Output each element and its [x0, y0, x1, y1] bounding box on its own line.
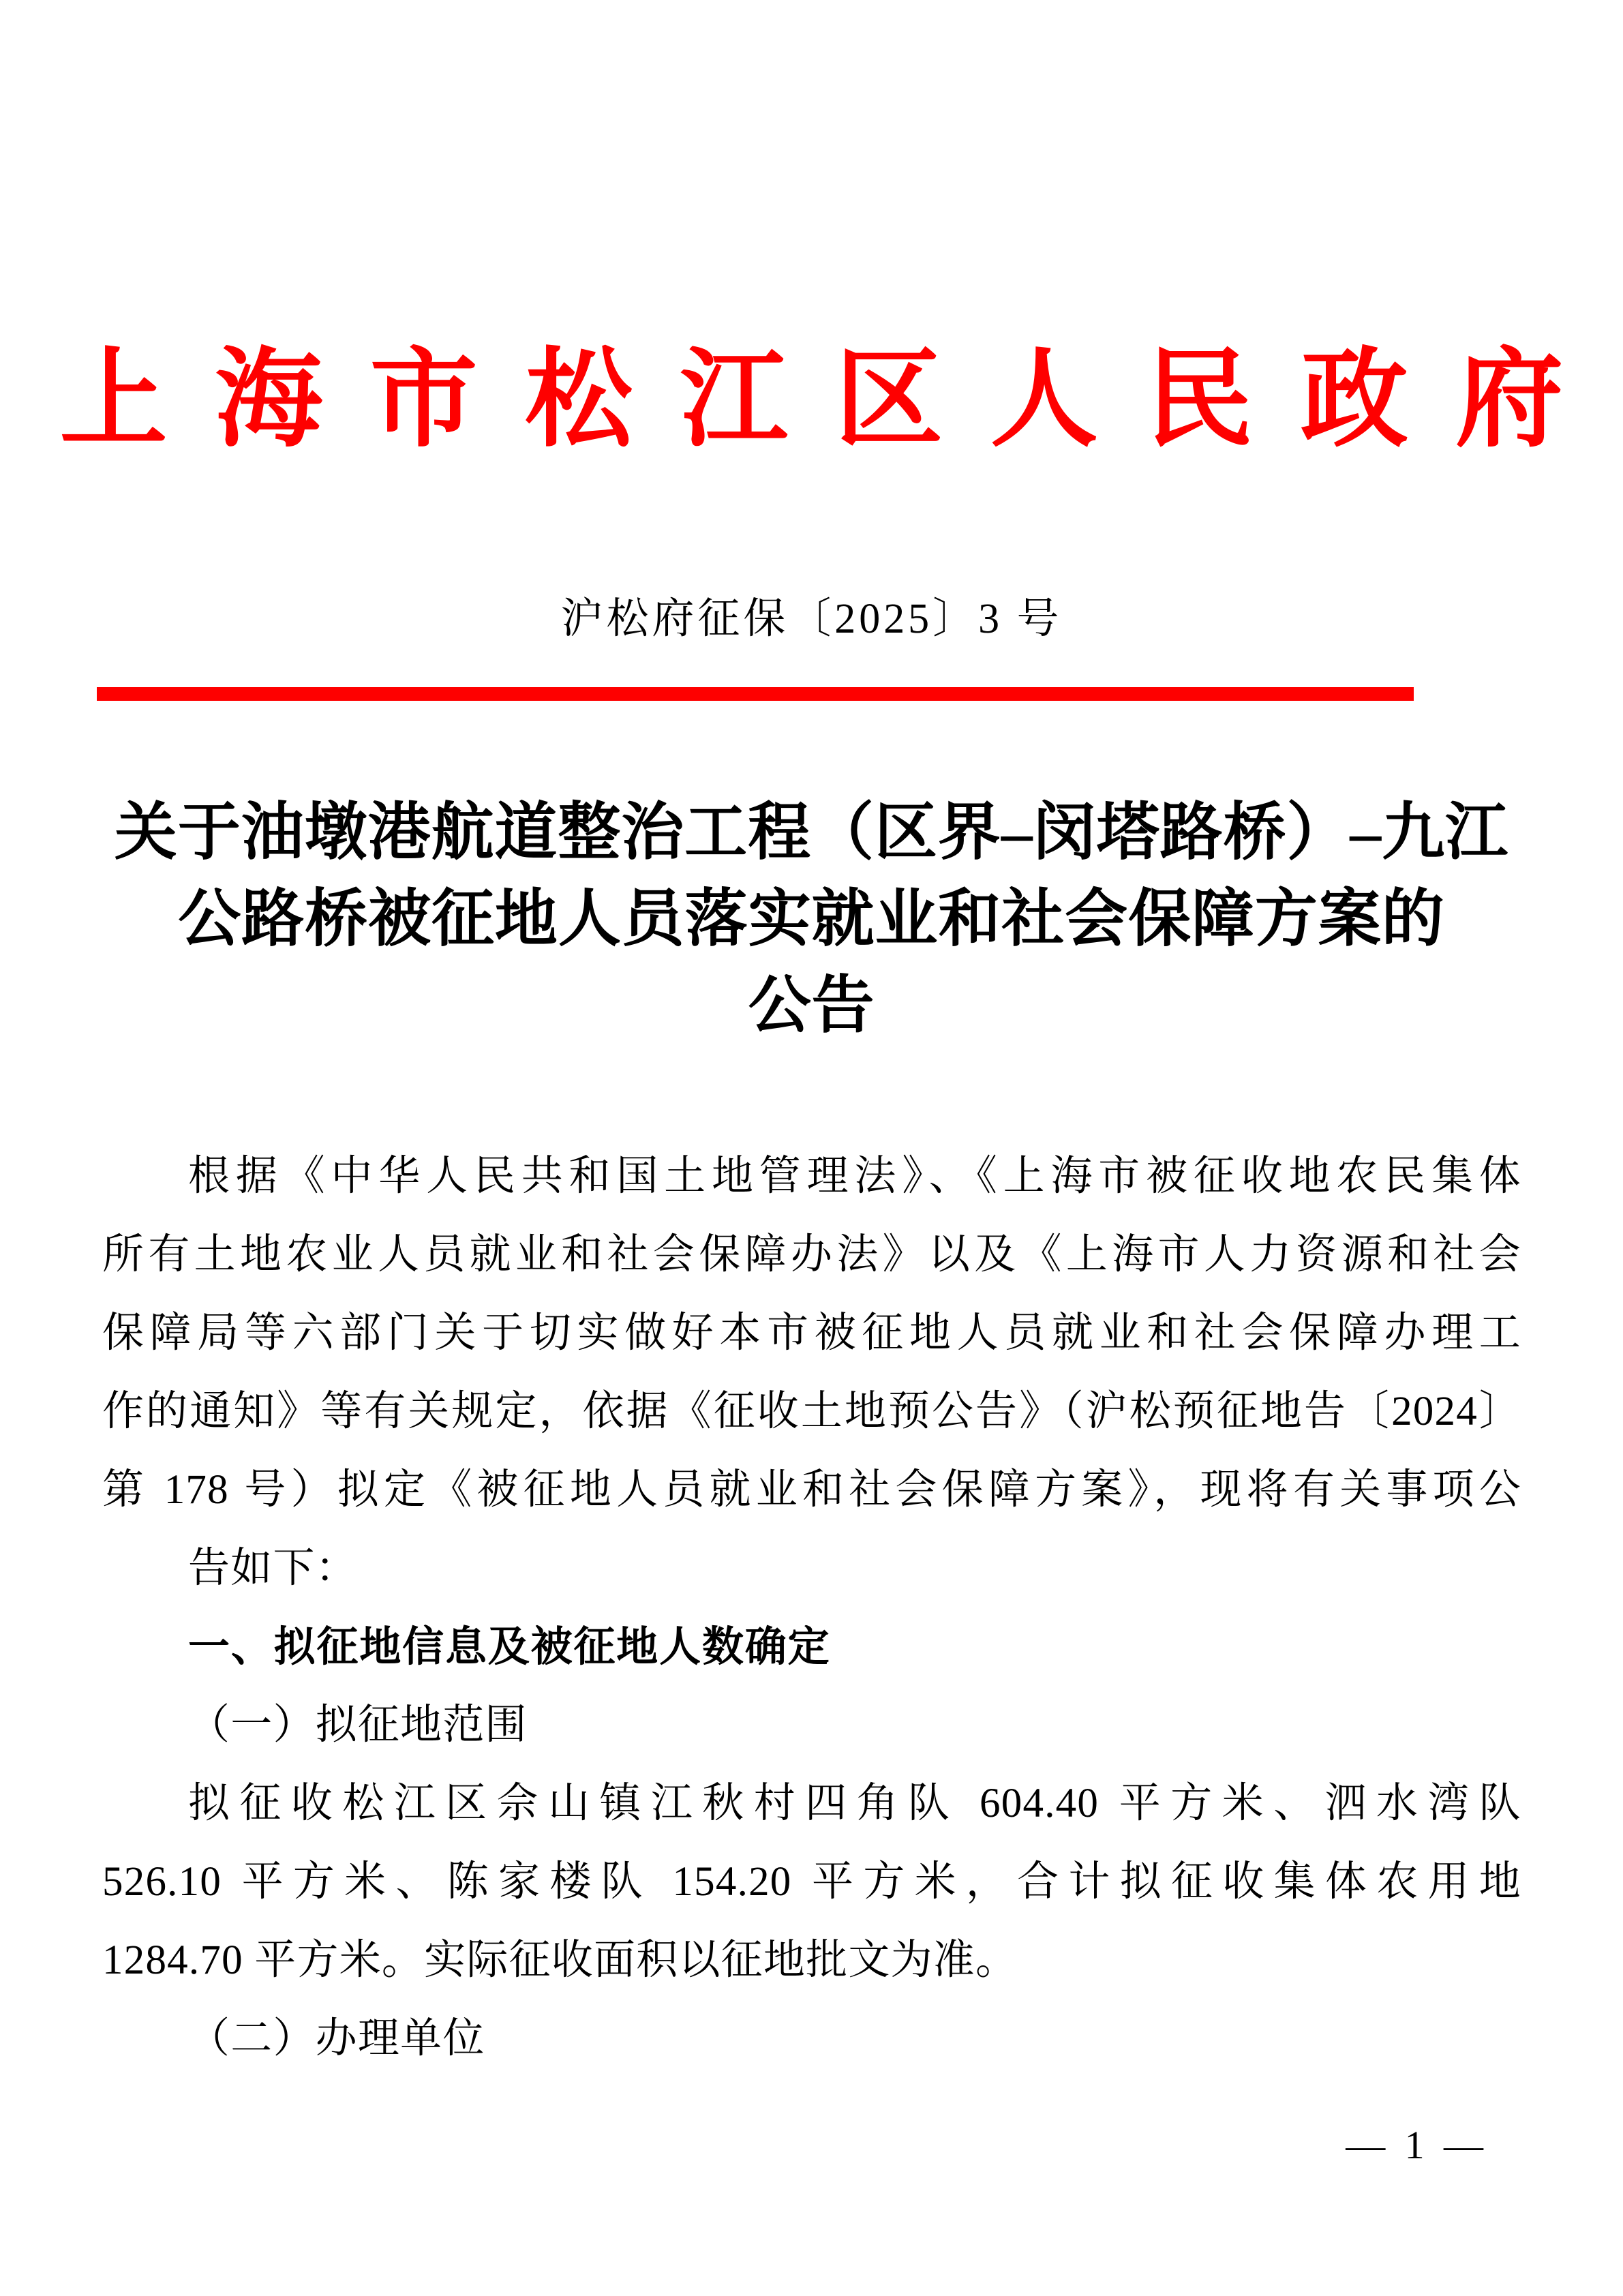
- paragraph1-line: 告如下：: [188, 1545, 358, 1591]
- issuer-title: 上海市松江区人民政府: [59, 341, 1611, 460]
- paragraph1-line: 第 178 号）拟定《被征地人员就业和社会保障方案》，现将有关事项公: [102, 1467, 1521, 1513]
- paragraph1-line: 保障局等六部门关于切实做好本市被征地人员就业和社会保障办理工: [102, 1310, 1521, 1356]
- subsection1-heading: （一）拟征地范围: [188, 1702, 528, 1748]
- red-divider-rule: [97, 687, 1414, 701]
- doc-reference-number: 沪松府征保〔2025〕3 号: [560, 596, 1063, 642]
- paragraph2-line: 526.10 平方米、陈家楼队 154.20 平方米，合计拟征收集体农用地: [102, 1859, 1521, 1905]
- page-number: — 1 —: [1346, 2123, 1488, 2167]
- doc-title: [89, 789, 1534, 1049]
- paragraph1-line: 所有土地农业人员就业和社会保障办法》以及《上海市人力资源和社会: [102, 1232, 1521, 1278]
- paragraph2-line: 1284.70 平方米。实际征收面积以征地批文为准。: [102, 1937, 1018, 1983]
- issuer-masthead: [0, 339, 1623, 462]
- doc-title-line-3: 公告: [748, 971, 875, 1040]
- doc-title-line-1: 关于油墩港航道整治工程（区界–闵塔路桥）–九江: [114, 798, 1509, 867]
- doc-title-line-2: 公路桥被征地人员落实就业和社会保障方案的: [178, 884, 1445, 954]
- paragraph1-line: 作的通知》等有关规定，依据《征收土地预公告》（沪松预征地告〔2024〕: [102, 1389, 1521, 1434]
- doc-body: [102, 1137, 1521, 2078]
- section1-heading: 一、拟征地信息及被征地人数确定: [188, 1623, 831, 1670]
- paragraph1-line: 根据《中华人民共和国土地管理法》、《上海市被征收地农民集体: [188, 1153, 1521, 1199]
- paragraph2-line: 拟征收松江区佘山镇江秋村四角队 604.40 平方米、泗水湾队: [188, 1781, 1521, 1826]
- subsection2-heading: （二）办理单位: [188, 2016, 485, 2061]
